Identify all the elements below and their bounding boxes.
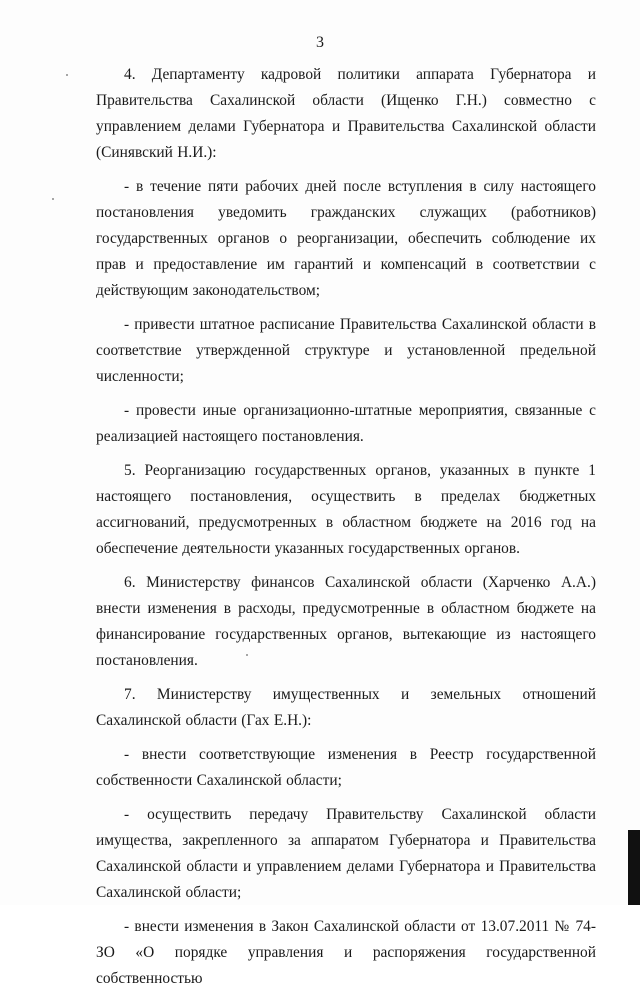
scan-speck [52,198,54,200]
paragraph-item-4-other-measures: - провести иные организационно-штатные мероприятия, связанные с реализацией настоящего постановления. [96,402,596,445]
document-body [96,62,596,992]
paragraph-item-4-notify: - в течение пяти рабочих дней после вступления в силу настоящего постановления уведомить гражданских служащих (работников) государственных органов о реорганизации, обеспечить соблюдение их прав и предоставление им гарантий и компенсаций в соответствии с действующим законодательством; [96,178,596,299]
page-number: 3 [316,34,324,51]
scan-edge-mark [628,830,640,905]
paragraph-item-7-registry: - внести соответствующие изменения в Реестр государственной собственности Сахалинской области; [96,746,596,789]
scan-speck [66,74,68,76]
paragraph-item-5: 5. Реорганизацию государственных органов, указанных в пункте 1 настоящего постановления, осуществить в пределах бюджетных ассигнований, предусмотренных в областном бюджете на 2016 год на обеспечение деятельности указанных государственных органов. [96,462,596,557]
paragraph-item-7: 7. Министерству имущественных и земельных отношений Сахалинской области (Гах Е.Н.): [96,686,596,729]
paragraph-item-7-law-amendment: - внести изменения в Закон Сахалинской области от 13.07.2011 № 74-ЗО «О порядке управления и распоряжения государственной собственностью [96,918,596,987]
paragraph-item-6: 6. Министерству финансов Сахалинской области (Харченко А.А.) внести изменения в расходы, предусмотренные в областном бюджете на финансирование государственных органов, вытекающие из настоящего постановления. [96,574,596,669]
paragraph-item-7-transfer: - осуществить передачу Правительству Сахалинской области имущества, закрепленного за аппаратом Губернатора и Правительства Сахалинской области и управлением делами Губернатора и Правительства Сахалинской области; [96,806,596,901]
paragraph-item-4-staffing: - привести штатное расписание Правительства Сахалинской области в соответствие утвержденной структуре и установленной предельной численности; [96,316,596,385]
paragraph-item-4: 4. Департаменту кадровой политики аппарата Губернатора и Правительства Сахалинской области (Ищенко Г.Н.) совместно с управлением делами Губернатора и Правительства Сахалинской области (Синявский Н.И.): [96,66,596,161]
scan-speck [246,654,248,656]
